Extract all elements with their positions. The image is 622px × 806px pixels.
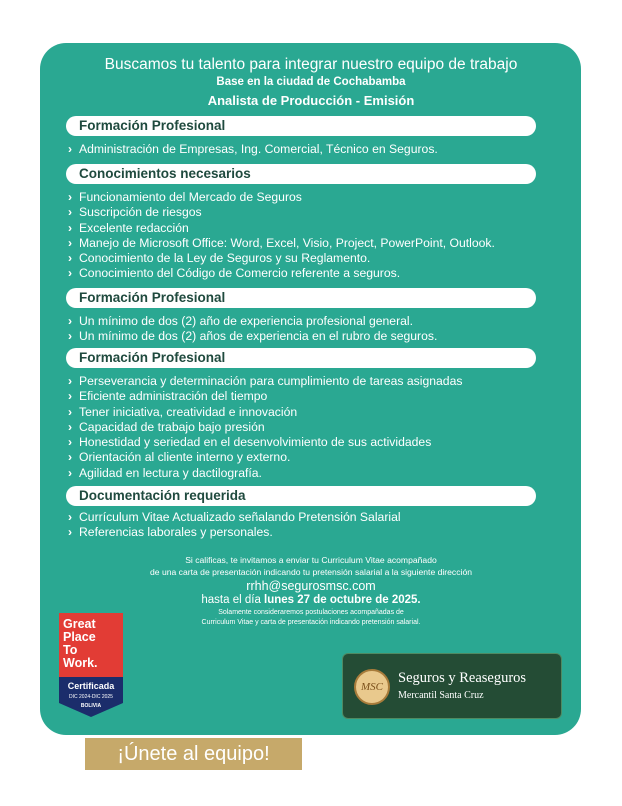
section-list-competencias (68, 374, 462, 481)
list-item: › Eficiente administración del tiempo (68, 389, 268, 404)
svg-text:BOLIVIA: BOLIVIA (80, 703, 102, 709)
section-list-documentacion (68, 510, 401, 541)
list-item: › Conocimiento de la Ley de Seguros y su Reglamento. (68, 251, 371, 266)
list-item: › Referencias laborales y personales. (68, 525, 273, 540)
apply-instructions-line1: Si calificas, te invitamos a enviar tu Curriculum Vitae acompañado (185, 555, 437, 565)
chevron-right-icon: › (68, 510, 73, 524)
svg-text:Work.: Work. (63, 656, 98, 670)
list-item: › Administración de Empresas, Ing. Comercial, Técnico en Seguros. (68, 142, 438, 156)
headline: Buscamos tu talento para integrar nuestro equipo de trabajo (104, 56, 518, 73)
chevron-right-icon: › (68, 450, 73, 465)
chevron-right-icon: › (68, 235, 73, 250)
company-logo (342, 653, 562, 719)
list-item: › Perseverancia y determinación para cumplimiento de tareas asignadas (68, 374, 463, 388)
list-item: › Tener iniciativa, creatividad e innovación (68, 404, 298, 419)
note-line1: Solamente consideraremos postulaciones acompañadas de (218, 609, 404, 616)
chevron-right-icon: › (68, 389, 73, 404)
chevron-right-icon: › (68, 374, 73, 388)
list-item: › Agilidad en lectura y dactilografía. (68, 465, 262, 480)
chevron-right-icon: › (68, 525, 73, 540)
list-item: › Un mínimo de dos (2) año de experiencia profesional general. (68, 314, 413, 328)
join-team-banner: ¡Únete al equipo! (85, 738, 302, 770)
great-place-to-work-badge (59, 613, 123, 717)
chevron-right-icon: › (68, 404, 73, 419)
list-item: › Manejo de Microsoft Office: Word, Excel, Visio, Project, PowerPoint, Outlook. (68, 235, 495, 250)
svg-text:DIC 2024-DIC 2025: DIC 2024-DIC 2025 (69, 694, 113, 700)
list-item: › Un mínimo de dos (2) años de experiencia en el rubro de seguros. (68, 329, 438, 344)
section-header-experiencia: Formación Profesional (66, 288, 536, 308)
chevron-right-icon: › (68, 329, 73, 344)
location-line: Base en la ciudad de Cochabamba (216, 76, 406, 88)
svg-text:Place: Place (63, 630, 96, 644)
company-subtitle: Mercantil Santa Cruz (398, 690, 484, 701)
chevron-right-icon: › (68, 190, 73, 204)
deadline-date: lunes 27 de octubre de 2025. (264, 594, 421, 606)
position-title: Analista de Producción - Emisión (207, 93, 415, 108)
section-list-experiencia (68, 314, 437, 345)
svg-text:Certificada: Certificada (67, 681, 115, 691)
deadline-line: hasta el día lunes 27 de octubre de 2025. (201, 594, 421, 606)
svg-text:To: To (63, 643, 78, 657)
list-item: › Orientación al cliente interno y externo. (68, 450, 291, 465)
chevron-right-icon: › (68, 205, 73, 220)
section-list-formacion (68, 142, 438, 157)
company-name: Seguros y Reaseguros (398, 670, 527, 686)
contact-email[interactable]: rrhh@segurosmsc.com (246, 579, 376, 593)
msc-seal-icon: MSC (354, 669, 390, 705)
svg-text:Great: Great (63, 617, 96, 631)
section-header-conocimientos: Conocimientos necesarios (66, 164, 536, 184)
list-item: › Capacidad de trabajo bajo presión (68, 419, 265, 434)
list-item: › Excelente redacción (68, 220, 189, 235)
section-header-formacion: Formación Profesional (66, 116, 536, 136)
chevron-right-icon: › (68, 251, 73, 266)
note-line2: Curriculum Vitae y carta de presentación indicando pretensión salarial. (201, 619, 421, 626)
chevron-right-icon: › (68, 314, 73, 328)
list-item: › Funcionamiento del Mercado de Seguros (68, 190, 302, 204)
apply-instructions-line2: de una carta de presentación indicando tu pretensión salarial a la siguiente dirección (150, 567, 472, 577)
list-item: › Currículum Vitae Actualizado señalando Pretensión Salarial (68, 510, 401, 524)
chevron-right-icon: › (68, 435, 73, 450)
chevron-right-icon: › (68, 465, 73, 480)
list-item: › Conocimiento del Código de Comercio referente a seguros. (68, 266, 401, 281)
chevron-right-icon: › (68, 419, 73, 434)
chevron-right-icon: › (68, 220, 73, 235)
chevron-right-icon: › (68, 266, 73, 281)
section-header-competencias: Formación Profesional (66, 348, 536, 368)
section-header-documentacion: Documentación requerida (66, 486, 536, 506)
list-item: › Honestidad y seriedad en el desenvolvimiento de sus actividades (68, 435, 432, 450)
section-list-conocimientos (68, 190, 495, 282)
list-item: › Suscripción de riesgos (68, 205, 202, 220)
chevron-right-icon: › (68, 142, 73, 156)
